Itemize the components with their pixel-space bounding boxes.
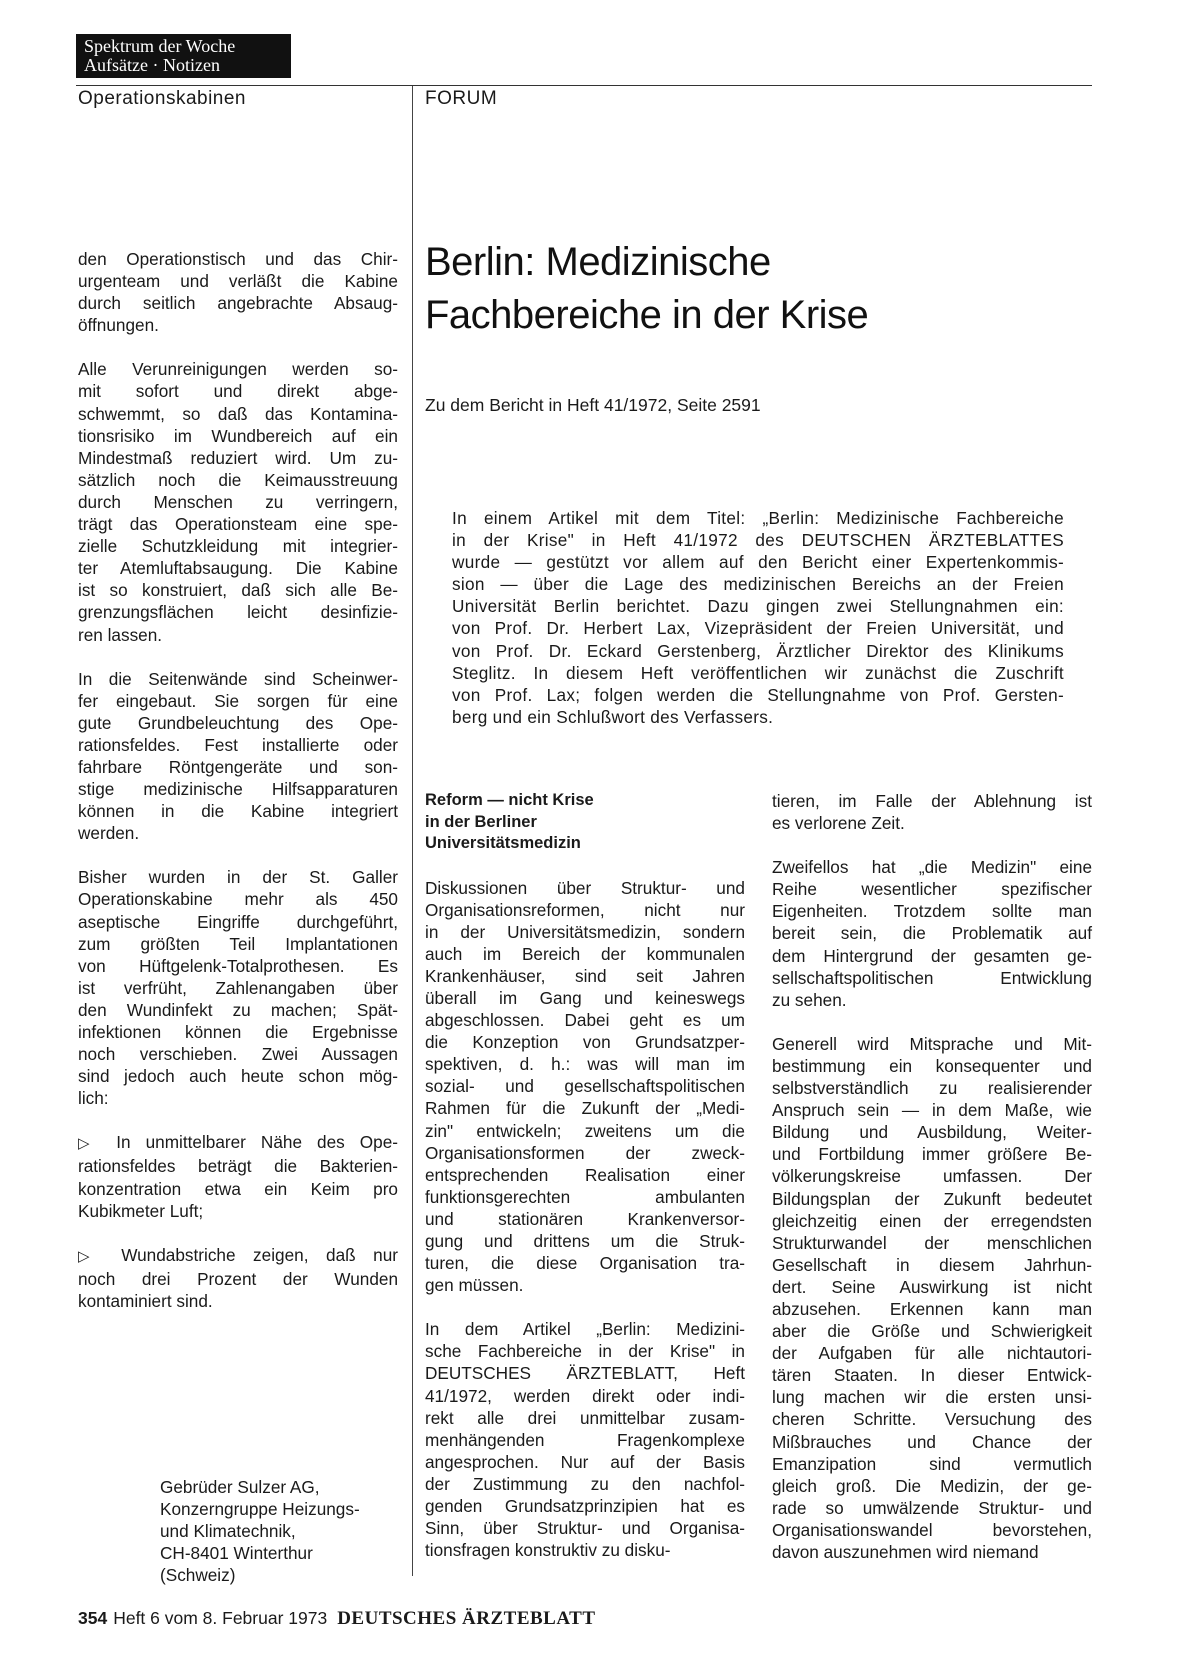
text-line: noch verschieben. Zwei Aussagen — [78, 1044, 398, 1065]
text-line: Steglitz. In diesem Heft veröffentlichen wir zunächst die Zuschrift — [452, 662, 1064, 683]
text-line: tionsfragen konstruktiv zu disku- — [425, 1540, 671, 1561]
text-line: Diskussionen über Struktur- und — [425, 877, 745, 898]
right-column — [772, 790, 1092, 1585]
text-line: ter Atemluftabsaugung. Die Kabine — [78, 558, 398, 579]
text-line: ▷ In unmittelbarer Nähe des Ope- — [78, 1132, 398, 1153]
text-line: Reform — nicht Krise — [425, 791, 594, 809]
text-line: zielle Schutzkleidung mit integrier- — [78, 536, 398, 557]
text-line: abzusehen. Erkennen kann man — [772, 1298, 1092, 1319]
text-line: schwemmt, so daß das Kontamina- — [78, 403, 398, 424]
column-divider — [412, 86, 413, 1576]
left-paragraph-3 — [78, 668, 398, 845]
text-line: menhängenden Fragenkomplexe — [425, 1429, 745, 1450]
text-line: kontaminiert sind. — [78, 1290, 213, 1311]
text-line: zum größten Teil Implantationen — [78, 933, 398, 954]
right-paragraph-3 — [772, 1033, 1092, 1563]
text-line: funktionsgerechten ambulanten — [425, 1186, 745, 1207]
text-line: rade so umwälzende Struktur- und — [772, 1497, 1092, 1518]
text-line: ▷ Wundabstriche zeigen, daß nur — [78, 1244, 398, 1265]
left-paragraph-4 — [78, 866, 398, 1109]
text-line: rekt alle drei unmittelbar zusam- — [425, 1407, 745, 1428]
address-lines — [160, 1476, 360, 1586]
text-line: sellschaftspolitischen Entwicklung — [772, 967, 1092, 988]
text-line: bereit sein, die Problematik auf — [772, 923, 1092, 944]
text-line: fer eingebaut. Sie sorgen für eine — [78, 690, 398, 711]
text-line: gleich groß. Die Medizin, der ge- — [772, 1475, 1092, 1496]
text-line: abgeschlossen. Dabei geht es um — [425, 1010, 745, 1031]
text-line: können in die Kabine integriert — [78, 801, 398, 822]
article-title-line-2: Fachbereiche in der Krise — [425, 293, 869, 337]
text-line: sind jedoch auch heute schon mög- — [78, 1066, 398, 1087]
text-line: rationsfeldes beträgt die Bakterien- — [78, 1156, 398, 1177]
text-line: DEUTSCHES ÄRZTEBLATT, Heft — [425, 1363, 745, 1384]
text-line: von Prof. Dr. Eckard Gerstenberg, Ärztlicher Direktor des Klinikums — [452, 640, 1064, 661]
text-line: in der Universitätsmedizin, sondern — [425, 921, 745, 942]
text-line: In dem Artikel „Berlin: Medizini- — [425, 1319, 745, 1340]
text-line: überall im Gang und keineswegs — [425, 987, 745, 1008]
header-line-1: Spektrum der Woche — [84, 36, 236, 56]
text-line: Bisher wurden in der St. Galler — [78, 867, 398, 888]
text-line: konzentration etwa ein Keim pro — [78, 1178, 398, 1199]
text-line: rationsfeldes. Fest installierte oder — [78, 734, 398, 755]
text-line: Gesellschaft in diesem Jahrhun- — [772, 1254, 1092, 1275]
text-line: Emanzipation sind vermutlich — [772, 1453, 1092, 1474]
text-line: den Wundinfekt zu machen; Spät- — [78, 999, 398, 1020]
text-line: sozial- und gesellschaftspolitischen — [425, 1076, 745, 1097]
text-line: dem Hintergrund der gesamten ge- — [772, 945, 1092, 966]
middle-column — [425, 790, 745, 1583]
text-line: werden. — [78, 823, 140, 844]
text-line: Sinn, über Struktur- und Organisa- — [425, 1518, 745, 1539]
text-line: sion — über die Lage des medizinischen Bereichs an der Freien — [452, 574, 1064, 595]
bullet-triangle-icon: ▷ — [78, 1247, 120, 1265]
text-line: der Aufgaben für alle nichtautori- — [772, 1343, 1092, 1364]
text-line: Strukturwandel der menschlichen — [772, 1232, 1092, 1253]
left-bullet-2 — [78, 1244, 398, 1312]
left-bullet-1 — [78, 1131, 398, 1221]
text-line: von Prof. Dr. Herbert Lax, Vizepräsident der Freien Universität, und — [452, 618, 1064, 639]
text-line: aber die Größe und Schwierigkeit — [772, 1321, 1092, 1342]
text-line: Rahmen für die Zukunft der „Medi- — [425, 1098, 745, 1119]
text-line: Organisationswandel bevorstehen, — [772, 1519, 1092, 1540]
text-line: 41/1972, werden direkt oder indi- — [425, 1385, 745, 1406]
text-line: ist verfrüht, Zahlenangaben über — [78, 977, 398, 998]
text-line: infektionen können die Ergebnisse — [78, 1022, 398, 1042]
text-line: und stationären Krankenversor- — [425, 1208, 745, 1229]
text-line: Reihe wesentlicher spezifischer — [772, 879, 1092, 900]
issue-info: Heft 6 vom 8. Februar 1973 — [113, 1608, 328, 1628]
page-footer — [78, 1608, 596, 1630]
text-line: lung machen wir die ersten unsi- — [772, 1387, 1092, 1408]
text-line: dert. Seine Auswirkung ist nicht — [772, 1276, 1092, 1297]
text-line: spektiven, d. h.: was will man im — [425, 1054, 745, 1075]
text-line: stige medizinische Hilfsapparaturen — [78, 779, 398, 800]
text-line: von Hüftgelenk-Totalprothesen. Es — [78, 955, 398, 976]
text-line: genden Grundsatzprinzipien hat es — [425, 1496, 745, 1517]
text-line: tieren, im Falle der Ablehnung ist — [772, 791, 1092, 811]
text-line: den Operationstisch und das Chir- — [78, 249, 398, 269]
text-line: grenzungsflächen leicht desinfizie- — [78, 602, 398, 623]
text-line: Alle Verunreinigungen werden so- — [78, 359, 398, 380]
text-line: CH-8401 Winterthur — [160, 1543, 313, 1564]
text-line: mit sofort und direkt abge- — [78, 381, 398, 402]
text-line: Operationskabine mehr als 450 — [78, 889, 398, 910]
text-line: sche Fachbereiche in der Krise" in — [425, 1341, 745, 1362]
text-line: (Schweiz) — [160, 1565, 236, 1586]
text-line: Universitätsmedizin — [425, 834, 581, 852]
text-line: gleichzeitig einen der erregendsten — [772, 1210, 1092, 1231]
text-line: turen, die diese Organisation tra- — [425, 1253, 745, 1274]
text-line: Bildungsplan der Zukunft bedeutet — [772, 1188, 1092, 1209]
left-column — [78, 248, 398, 1334]
right-paragraph-2 — [772, 856, 1092, 1011]
text-line: Konzerngruppe Heizungs- — [160, 1499, 360, 1520]
text-line: ist so konstruiert, daß sich alle Be- — [78, 580, 398, 601]
text-line: Kubikmeter Luft; — [78, 1200, 204, 1221]
company-address — [160, 1476, 360, 1586]
text-line: Organisationsreformen, nicht nur — [425, 899, 745, 920]
text-line: angesprochen. Nur auf der Basis — [425, 1451, 745, 1472]
section-label-right: FORUM — [425, 88, 498, 109]
text-line: berg und ein Schlußwort des Verfassers. — [452, 706, 774, 727]
text-line: zu sehen. — [772, 989, 847, 1010]
middle-paragraph-1 — [425, 877, 745, 1297]
text-line: es verlorene Zeit. — [772, 813, 905, 834]
text-line: von Prof. Lax; folgen werden die Stellungnahme von Prof. Gersten- — [452, 684, 1064, 705]
text-line: der Zustimmung zu den nachfol- — [425, 1473, 745, 1494]
text-line: Eigenheiten. Trotzdem sollte man — [772, 901, 1092, 922]
text-line: und Klimatechnik, — [160, 1521, 296, 1542]
text-line: Mißbrauches und Chance der — [772, 1431, 1092, 1452]
article-title-line-1: Berlin: Medizinische — [425, 240, 771, 284]
text-line: selbstverständlich zu realisierender — [772, 1078, 1092, 1099]
text-line: lich: — [78, 1088, 109, 1109]
text-line: gute Grundbeleuchtung des Ope- — [78, 712, 398, 733]
text-line: zin" entwickeln; zweitens um die — [425, 1120, 745, 1141]
header-line-2: Aufsätze · Notizen — [84, 55, 220, 75]
text-line: fahrbare Röntgengeräte und son- — [78, 756, 398, 777]
article-subtitle: Zu dem Bericht in Heft 41/1972, Seite 2591 — [425, 395, 761, 415]
text-line: sätzlich noch die Keimausstreuung — [78, 469, 398, 490]
text-line: In die Seitenwände sind Scheinwer- — [78, 668, 398, 689]
text-line: völkerungskreise umfassen. Der — [772, 1166, 1092, 1187]
page-number: 354 — [78, 1608, 108, 1628]
middle-paragraph-2 — [425, 1318, 745, 1561]
text-line: bestimmung ein konsequenter und — [772, 1055, 1092, 1076]
text-line: Zweifellos hat „die Medizin" eine — [772, 857, 1092, 878]
text-line: cheren Schritte. Versuchung des — [772, 1409, 1092, 1430]
text-line: Generell wird Mitsprache und Mit- — [772, 1033, 1092, 1054]
text-line: die Konzeption von Grundsatzper- — [425, 1032, 745, 1053]
text-line: gen müssen. — [425, 1275, 524, 1296]
text-line: wurde — gestützt vor allem auf den Bericht einer Expertenkommis- — [452, 552, 1064, 573]
text-line: noch drei Prozent der Wunden — [78, 1268, 398, 1289]
text-line: in der Krise" in Heft 41/1972 des DEUTSCHEN ÄRZTEBLATTES — [452, 530, 1064, 551]
text-line: Universität Berlin berichtet. Dazu gingen zwei Stellungnahmen ein: — [452, 596, 1064, 617]
bullet-triangle-icon: ▷ — [78, 1135, 115, 1153]
text-line: in der Berliner — [425, 812, 537, 831]
text-line: gung und drittens um die Struk- — [425, 1231, 745, 1251]
text-line: durch seitlich angebrachte Absaug- — [78, 293, 398, 314]
section-header-box — [76, 34, 291, 78]
left-paragraph-2 — [78, 358, 398, 645]
article-subhead — [425, 790, 745, 855]
text-line: auch im Bereich der kommunalen — [425, 943, 745, 964]
right-paragraph-1 — [772, 790, 1092, 834]
left-paragraph-1 — [78, 248, 398, 336]
text-line: Bildung und Ausbildung, Weiter- — [772, 1122, 1092, 1143]
section-label-left: Operationskabinen — [78, 88, 246, 109]
text-line: Gebrüder Sulzer AG, — [160, 1477, 320, 1497]
text-line: tären Staaten. In dieser Entwick- — [772, 1365, 1092, 1386]
text-line: Krankenhäuser, sind seit Jahren — [425, 965, 745, 986]
text-line: In einem Artikel mit dem Titel: „Berlin: Medizinische Fachbereiche — [452, 508, 1064, 528]
text-line: Mindestmaß reduziert wird. Um zu- — [78, 447, 398, 468]
article-intro — [452, 507, 1064, 728]
text-line: aseptische Eingriffe durchgeführt, — [78, 911, 398, 932]
text-line: durch Menschen zu verringern, — [78, 491, 398, 512]
top-rule — [76, 85, 1092, 86]
text-line: tionsrisiko im Wundbereich auf ein — [78, 425, 398, 446]
text-line: davon auszunehmen wird niemand — [772, 1542, 1039, 1562]
text-line: urgenteam und verläßt die Kabine — [78, 271, 398, 292]
journal-name: DEUTSCHES ÄRZTEBLATT — [337, 1608, 596, 1629]
article-title — [425, 236, 1045, 342]
text-line: ren lassen. — [78, 624, 163, 645]
text-line: Anspruch sein — in dem Maße, wie — [772, 1100, 1092, 1121]
text-line: Organisationsformen der zweck- — [425, 1142, 745, 1163]
text-line: öffnungen. — [78, 315, 159, 336]
text-line: trägt das Operationsteam eine spe- — [78, 514, 398, 535]
text-line: entsprechenden Realisation einer — [425, 1164, 745, 1185]
text-line: und Fortbildung immer größere Be- — [772, 1144, 1092, 1165]
